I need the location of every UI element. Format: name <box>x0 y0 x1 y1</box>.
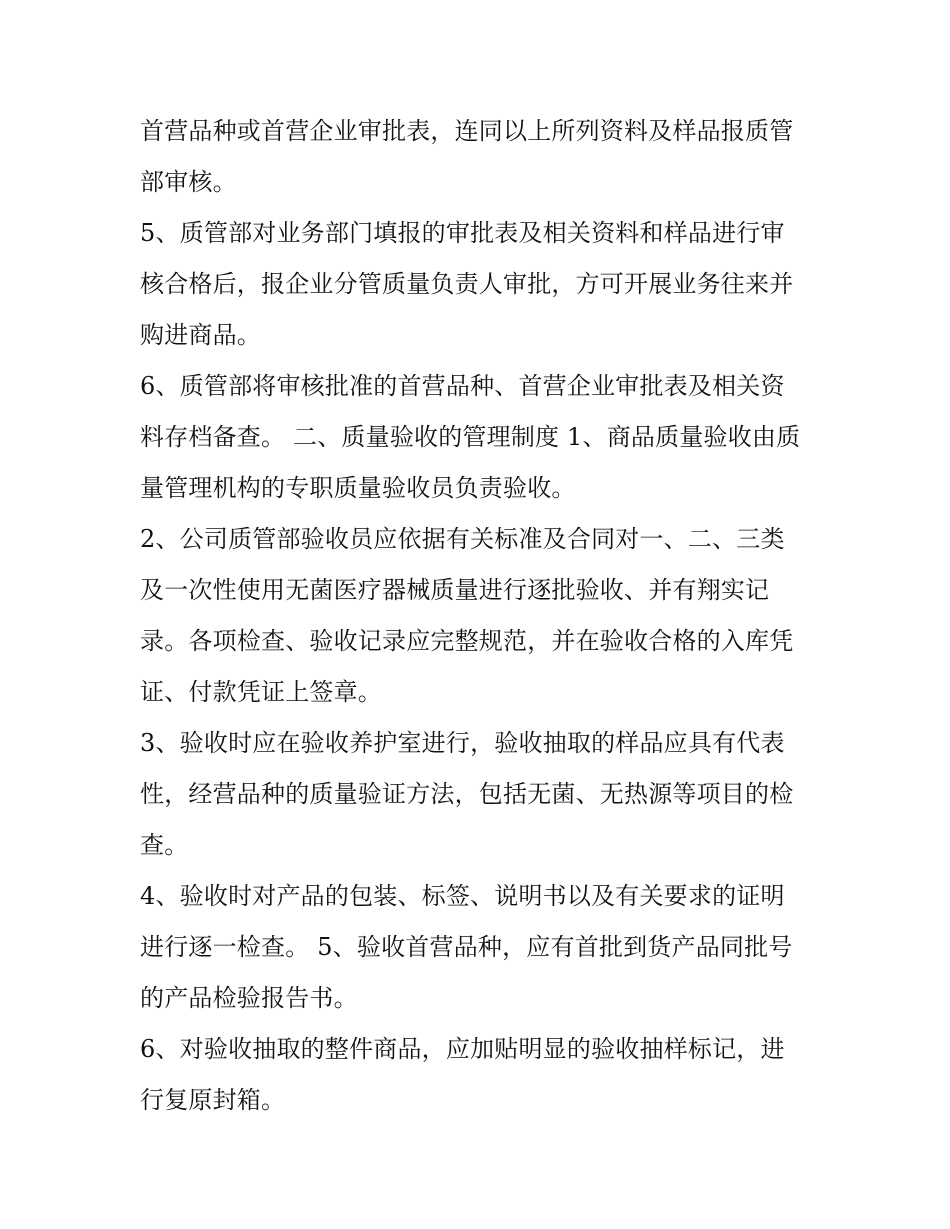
text-line: 量管理机构的专职质量验收员负责验收。 <box>140 474 576 502</box>
text-line: 4、验收时对产品的包装、标签、说明书以及有关要求的证明 <box>140 882 785 910</box>
text-line: 核合格后，报企业分管质量负责人审批，方可开展业务往来并 <box>140 270 794 298</box>
text-line: 行复原封箱。 <box>140 1086 286 1114</box>
text-line: 证、付款凭证上签章。 <box>140 678 382 706</box>
text-line: 及一次性使用无菌医疗器械质量进行逐批验收、并有翔实记 <box>140 576 770 604</box>
text-line: 6、对验收抽取的整件商品，应加贴明显的验收抽样标记，进 <box>140 1035 785 1063</box>
text-line: 3、验收时应在验收养护室进行，验收抽取的样品应具有代表 <box>140 729 785 757</box>
text-line: 6、质管部将审核批准的首营品种、首营企业审批表及相关资 <box>140 372 785 400</box>
text-line: 2、公司质管部验收员应依据有关标准及合同对一、二、三类 <box>140 525 785 553</box>
text-line: 料存档备查。 二、质量验收的管理制度 1、商品质量验收由质 <box>140 423 801 451</box>
text-line: 5、质管部对业务部门填报的审批表及相关资料和样品进行审 <box>140 219 785 247</box>
text-line: 进行逐一检查。 5、验收首营品种，应有首批到货产品同批号 <box>140 933 793 961</box>
text-line: 的产品检验报告书。 <box>140 984 358 1012</box>
text-line: 录。各项检查、验收记录应完整规范，并在验收合格的入库凭 <box>140 627 794 655</box>
text-line: 购进商品。 <box>140 321 261 349</box>
text-line: 首营品种或首营企业审批表，连同以上所列资料及样品报质管 <box>140 117 794 145</box>
text-line: 性，经营品种的质量验证方法，包括无菌、无热源等项目的检 <box>140 780 794 808</box>
document-body <box>140 106 820 1126</box>
text-line: 部审核。 <box>140 168 237 196</box>
text-line: 查。 <box>140 831 189 859</box>
